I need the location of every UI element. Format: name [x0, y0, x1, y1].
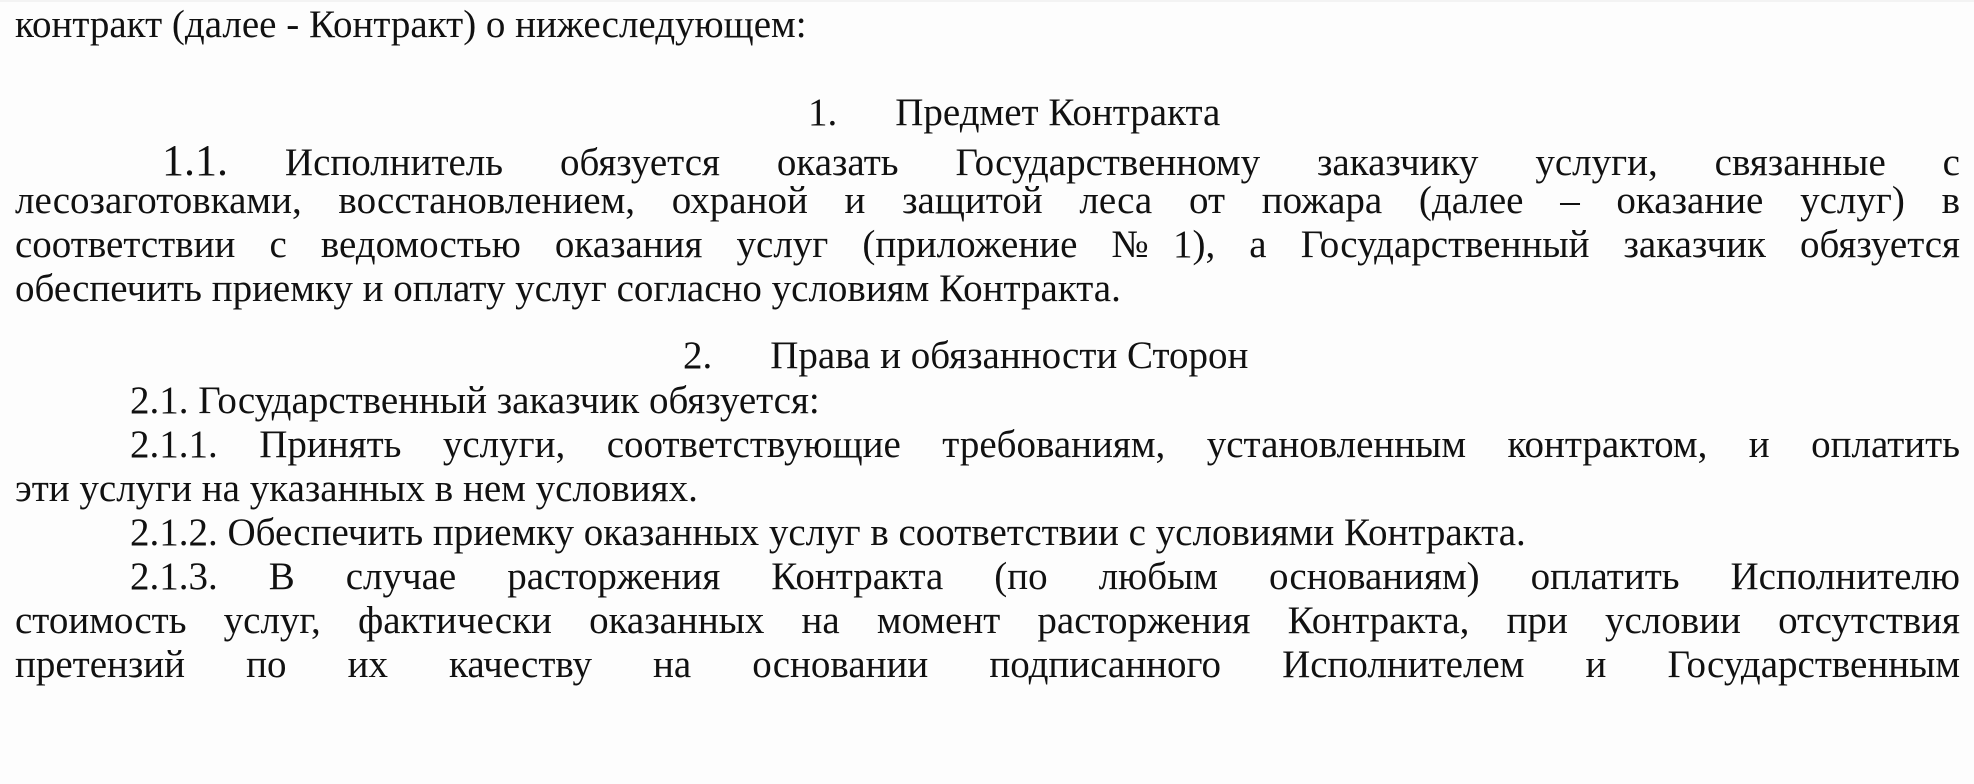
section-2-heading: [683, 333, 1248, 380]
clause-1-1-text-1: Исполнитель обязуется оказать Государственному заказчику услуги, связанные с: [284, 141, 1960, 184]
clause-2-1-3-text-1: В случае расторжения Контракта (по любым основаниям) оплатить Исполнителю: [268, 555, 1960, 598]
clause-2-1-3-number: 2.1.3.: [130, 555, 218, 598]
clause-2-1-1-line-2: эти услуги на указанных в нем условиях.: [15, 467, 698, 510]
section-2-title: Права и обязанности Сторон: [770, 334, 1249, 377]
clause-2-1-1-number: 2.1.1.: [130, 423, 218, 466]
section-1-title: Предмет Контракта: [895, 91, 1221, 134]
clause-2-1-3-line-1: [130, 554, 1960, 601]
clause-1-1-number: 1.1.: [162, 136, 228, 185]
clause-1-1-line-2: лесозаготовками, восстановлением, охраной и защитой леса от пожара (далее – оказание услуг) в: [15, 179, 1960, 222]
section-1-number: 1.: [808, 91, 838, 134]
clause-2-1-2: 2.1.2. Обеспечить приемку оказанных услуг в соответствии с условиями Контракта.: [130, 511, 1526, 554]
clause-1-1-line-4: обеспечить приемку и оплату услуг согласно условиям Контракта.: [15, 267, 1121, 310]
scan-top-edge: [0, 0, 1974, 2]
clause-2-1-1-text-1: Принять услуги, соответствующие требованиям, установленным контрактом, и оплатить: [259, 423, 1961, 466]
clause-2-1-3-line-2: стоимость услуг, фактически оказанных на момент расторжения Контракта, при условии отсутствия: [15, 599, 1960, 642]
clause-1-1-line-3: соответствии с ведомостью оказания услуг (приложение №1), а Государственный заказчик обязуется: [15, 223, 1960, 266]
clause-2-1-1-line-1: [130, 422, 1960, 469]
section-1-heading: [808, 90, 1220, 137]
intro-line: контракт (далее - Контракт) о нижеследующем:: [15, 3, 807, 46]
clause-2-1-3-line-3: претензий по их качеству на основании подписанного Исполнителем и Государственным: [15, 643, 1960, 686]
section-2-number: 2.: [683, 334, 713, 377]
clause-2-1: 2.1. Государственный заказчик обязуется:: [130, 379, 820, 422]
